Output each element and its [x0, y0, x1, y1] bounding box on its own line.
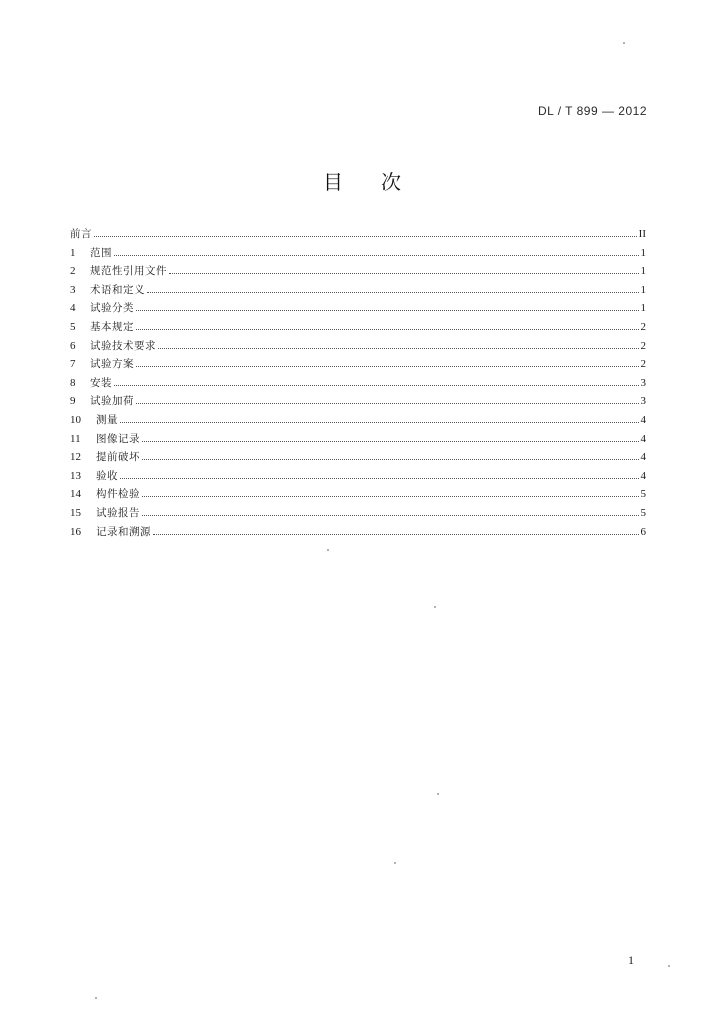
toc-entry-page: II [638, 228, 646, 240]
toc-entry-number: 8 [70, 376, 76, 389]
toc-entry-title: 安装 [90, 376, 112, 389]
toc-entry-11[interactable] [70, 430, 646, 449]
toc-entry-1[interactable] [70, 244, 646, 263]
toc-entry-5[interactable] [70, 318, 646, 337]
toc-leader-dots [136, 403, 639, 404]
toc-leader-dots [142, 459, 639, 460]
toc-entry-title: 试验报告 [96, 506, 140, 519]
toc-leader-dots [142, 496, 639, 497]
toc-entry-number: 5 [70, 320, 76, 333]
toc-entry-page: 4 [640, 413, 646, 426]
toc-entry-title: 试验分类 [90, 302, 134, 315]
table-of-contents [70, 225, 646, 541]
toc-entry-title: 验收 [96, 469, 118, 482]
toc-entry-6[interactable] [70, 337, 646, 356]
scan-speck [95, 997, 97, 999]
page-title: 目次 [323, 170, 439, 194]
toc-entry-page: 2 [640, 358, 646, 371]
toc-leader-dots [153, 534, 639, 535]
toc-leader-dots [147, 292, 639, 293]
toc-entry-title: 试验方案 [90, 358, 134, 371]
toc-entry-number: 3 [70, 283, 76, 296]
toc-entry-number: 10 [70, 413, 81, 426]
toc-entry-title: 规范性引用文件 [90, 265, 167, 278]
toc-entry-10[interactable] [70, 411, 646, 430]
toc-entry-foreword[interactable] [70, 225, 646, 244]
toc-entry-number: 13 [70, 469, 81, 482]
toc-leader-dots [94, 236, 637, 237]
toc-entry-page: 4 [640, 432, 646, 445]
toc-entry-page: 3 [640, 376, 646, 389]
toc-entry-title: 构件检验 [96, 488, 140, 501]
toc-entry-number: 14 [70, 488, 81, 501]
toc-entry-13[interactable] [70, 467, 646, 486]
toc-entry-number: 4 [70, 302, 76, 315]
toc-entry-title: 前言 [70, 228, 92, 240]
page-number: 1 [628, 953, 634, 967]
toc-entry-page: 2 [640, 320, 646, 333]
toc-entry-page: 4 [640, 451, 646, 464]
toc-entry-page: 6 [640, 525, 646, 538]
toc-leader-dots [114, 385, 639, 386]
toc-entry-16[interactable] [70, 523, 646, 542]
toc-leader-dots [136, 310, 639, 311]
toc-entry-3[interactable] [70, 281, 646, 300]
toc-leader-dots [142, 515, 639, 516]
toc-leader-dots [120, 422, 639, 423]
toc-entry-page: 3 [640, 395, 646, 408]
toc-entry-number: 9 [70, 395, 76, 408]
toc-entry-15[interactable] [70, 504, 646, 523]
toc-entry-page: 5 [640, 488, 646, 501]
toc-entry-9[interactable] [70, 392, 646, 411]
toc-entry-title: 基本规定 [90, 320, 134, 333]
toc-entry-page: 4 [640, 469, 646, 482]
toc-leader-dots [114, 255, 639, 256]
toc-entry-number: 7 [70, 358, 76, 371]
toc-entry-14[interactable] [70, 485, 646, 504]
toc-entry-number: 1 [70, 246, 76, 259]
toc-entry-7[interactable] [70, 355, 646, 374]
toc-leader-dots [158, 348, 639, 349]
scan-speck [623, 42, 625, 44]
standard-number: DL / T 899 — 2012 [537, 104, 647, 118]
toc-entry-number: 15 [70, 506, 81, 519]
toc-entry-number: 16 [70, 525, 81, 538]
toc-entry-title: 记录和溯源 [96, 525, 151, 538]
toc-entry-4[interactable] [70, 299, 646, 318]
scan-speck [668, 965, 670, 967]
toc-entry-12[interactable] [70, 448, 646, 467]
toc-entry-page: 1 [640, 265, 646, 278]
toc-entry-page: 1 [640, 246, 646, 259]
toc-entry-number: 12 [70, 451, 81, 464]
scan-speck [394, 862, 396, 864]
toc-entry-title: 范围 [90, 246, 112, 259]
toc-entry-title: 提前破坏 [96, 451, 140, 464]
toc-entry-page: 1 [640, 283, 646, 296]
toc-entry-8[interactable] [70, 374, 646, 393]
toc-entry-number: 2 [70, 265, 76, 278]
toc-entry-title: 图像记录 [96, 432, 140, 445]
toc-leader-dots [120, 478, 639, 479]
toc-entry-title: 试验技术要求 [90, 339, 156, 352]
toc-entry-title: 术语和定义 [90, 283, 145, 296]
toc-leader-dots [136, 329, 639, 330]
toc-entry-number: 6 [70, 339, 76, 352]
toc-entry-title: 试验加荷 [90, 395, 134, 408]
toc-leader-dots [169, 273, 639, 274]
scan-speck [434, 606, 436, 608]
toc-entry-page: 5 [640, 506, 646, 519]
toc-entry-2[interactable] [70, 262, 646, 281]
toc-entry-page: 1 [640, 302, 646, 315]
toc-leader-dots [142, 441, 639, 442]
scan-speck [327, 549, 329, 551]
toc-entry-number: 11 [70, 432, 81, 445]
toc-entry-page: 2 [640, 339, 646, 352]
scan-speck [437, 793, 439, 795]
toc-entry-title: 测量 [96, 413, 118, 426]
toc-leader-dots [136, 366, 639, 367]
